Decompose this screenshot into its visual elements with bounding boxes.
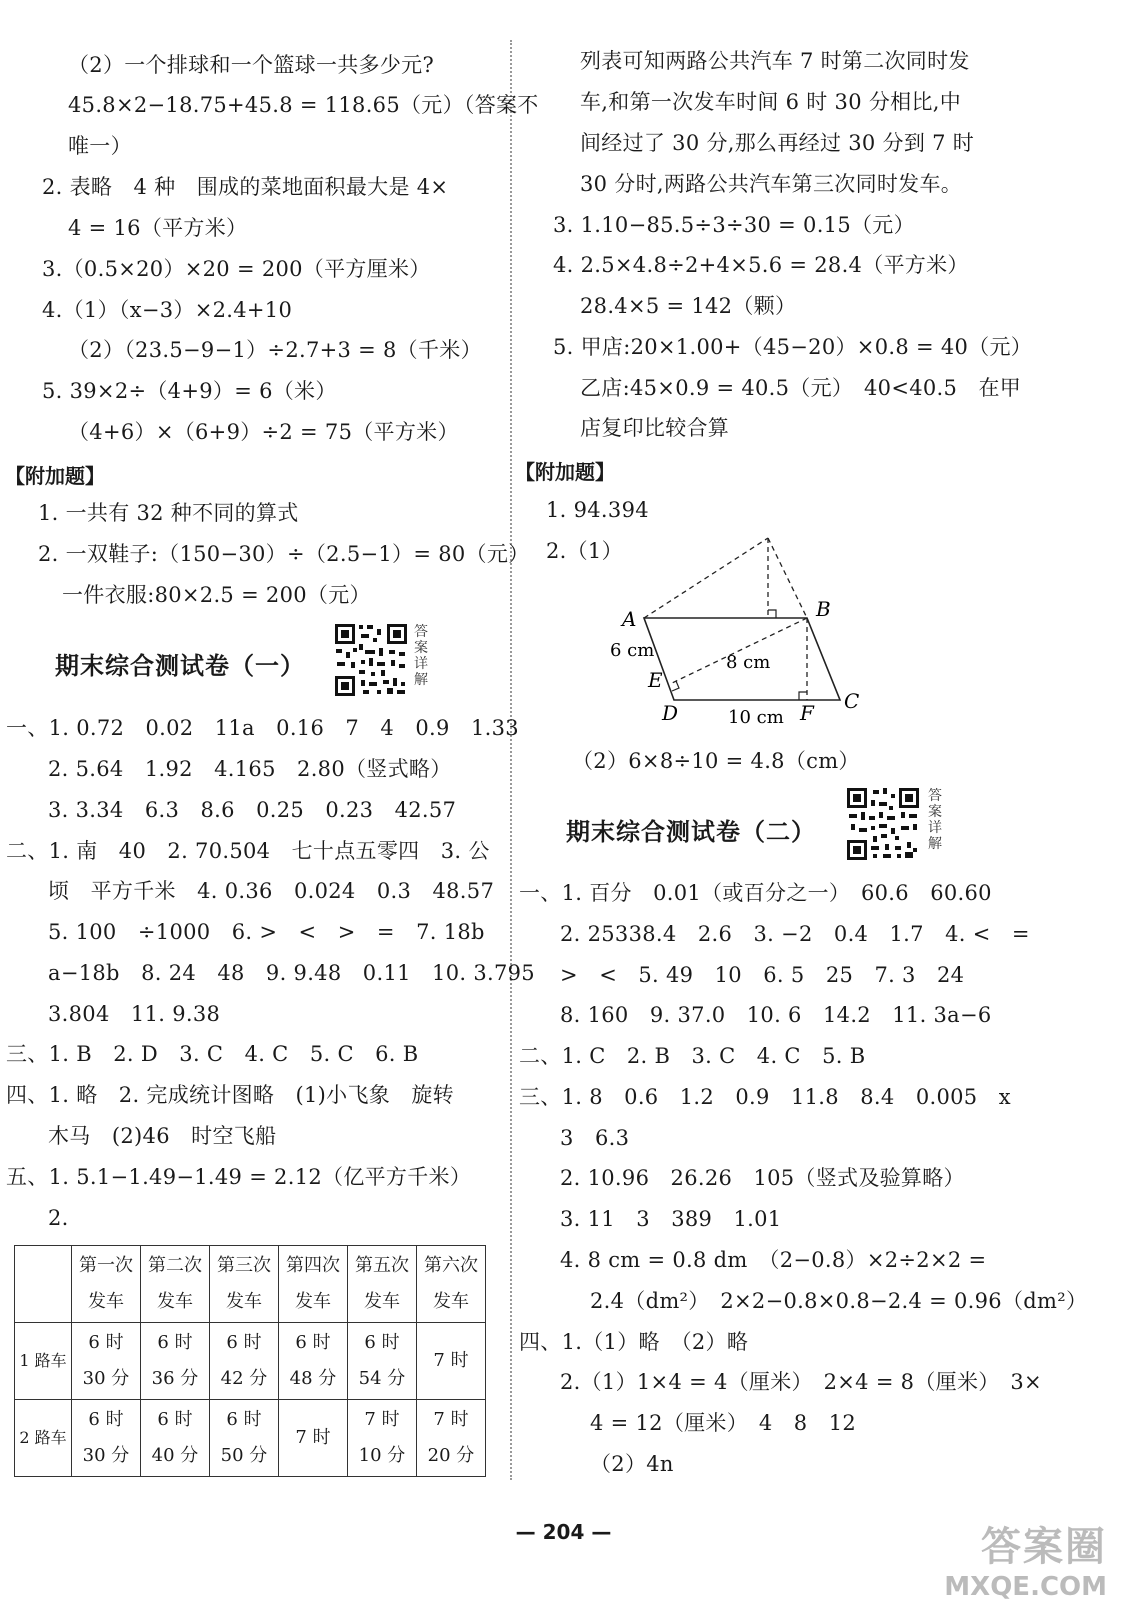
exam1-line-10: 四、1. 略 2. 完成统计图略 (1)小飞象 旋转 [6, 1083, 454, 1107]
exam1-line-6: 5. 100 ÷1000 6. > < > = 7. 18b [48, 920, 485, 944]
right-line-3: 间经过了 30 分,那么再经过 30 分到 7 时 [580, 131, 975, 155]
exam1-line-12: 五、1. 5.1−1.49−1.49 = 2.12（亿平方千米） [6, 1165, 472, 1189]
table-cell: 6 时 40 分 [141, 1400, 210, 1477]
left-line-9: 5. 39×2÷（4+9）= 6（米） [42, 379, 337, 403]
bus-schedule-table [14, 1245, 486, 1477]
right-line-2: 车,和第一次发车时间 6 时 30 分相比,中 [580, 90, 962, 114]
table-header-cell: 第三次 发车 [210, 1246, 279, 1323]
exam1-line-9: 三、1. B 2. D 3. C 4. C 5. C 6. B [6, 1042, 419, 1066]
exam2-line-3: > < 5. 49 10 6. 5 25 7. 3 24 [560, 963, 965, 987]
exam1-line-5: 顷 平方千米 4. 0.36 0.024 0.3 48.57 [48, 879, 495, 903]
dim-8cm: 8 cm [726, 652, 771, 673]
exam2-line-10: 4. 8 cm = 0.8 dm （2−0.8）×2÷2×2 = [560, 1248, 987, 1272]
exam2-line-11: 2.4（dm²） 2×2−0.8×0.8−2.4 = 0.96（dm²） [590, 1289, 1088, 1313]
watermark-logo: 答案圈 MXQE.COM [944, 1524, 1107, 1602]
column-divider [510, 40, 512, 1480]
table-cell: 6 时 50 分 [210, 1400, 279, 1477]
exam1-line-3: 3. 3.34 6.3 8.6 0.25 0.23 42.57 [48, 798, 457, 822]
left-fujia-line-2: 2. 一双鞋子:（150−30）÷（2.5−1）= 80（元） [38, 542, 530, 566]
table-row-label: 1 路车 [15, 1323, 72, 1400]
table-header-cell: 第四次 发车 [279, 1246, 348, 1323]
right-fujia-line-2: 2.（1） [546, 539, 623, 563]
exam2-line-15: （2）4n [590, 1452, 674, 1476]
table-row [15, 1323, 486, 1400]
right-line-10: 店复印比较合算 [580, 416, 730, 440]
exam1-line-11: 木马 (2)46 时空飞船 [48, 1124, 277, 1148]
table-header-cell: 第六次 发车 [417, 1246, 486, 1323]
page-number: — 204 — [515, 1520, 612, 1544]
table-cell: 7 时 [417, 1323, 486, 1400]
right-angle-mark-f [799, 692, 807, 700]
label-d: D [662, 701, 679, 725]
exam2-line-7: 3 6.3 [560, 1126, 630, 1150]
exam1-line-2: 2. 5.64 1.92 4.165 2.80（竖式略） [48, 757, 452, 781]
left-line-7: 4.（1）（x−3）×2.4+10 [42, 298, 293, 322]
table-cell: 6 时 30 分 [72, 1323, 141, 1400]
right-angle-mark-top [768, 610, 776, 618]
qr-code-icon [333, 622, 409, 698]
left-fujia-line-1: 1. 一共有 32 种不同的算式 [38, 501, 299, 525]
left-fujia-label: 【附加题】 [5, 464, 105, 488]
exam1-line-7: a−18b 8. 24 48 9. 9.48 0.11 10. 3.795 [48, 961, 535, 985]
right-line-7: 28.4×5 = 142（颗） [580, 294, 797, 318]
table-header-cell: 第二次 发车 [141, 1246, 210, 1323]
left-line-8: （2）（23.5−9−1）÷2.7+3 = 8（千米） [68, 338, 482, 362]
qr-code-icon [845, 786, 921, 862]
left-line-1: （2）一个排球和一个篮球一共多少元? [68, 53, 435, 77]
dashed-height-be [670, 618, 807, 684]
label-c: C [844, 689, 860, 713]
label-a: A [622, 607, 637, 631]
table-row-label: 2 路车 [15, 1400, 72, 1477]
dashed-line-top-b [768, 538, 807, 618]
qr-label-1: 答案详解 [414, 624, 428, 688]
exam2-line-9: 3. 11 3 389 1.01 [560, 1207, 782, 1231]
table-cell: 6 时 42 分 [210, 1323, 279, 1400]
exam1-line-8: 3.804 11. 9.38 [48, 1002, 221, 1026]
left-line-4: 2. 表略 4 种 围成的菜地面积最大是 4× [42, 175, 449, 199]
table-header-row [15, 1246, 486, 1323]
exam2-line-2: 2. 25338.4 2.6 3. −2 0.4 1.7 4. < = [560, 922, 1030, 946]
exam-title-1: 期末综合测试卷（一） [55, 652, 305, 680]
right-line-1: 列表可知两路公共汽车 7 时第二次同时发 [580, 49, 970, 73]
table-header-cell: 第一次 发车 [72, 1246, 141, 1323]
table-cell: 7 时 10 分 [348, 1400, 417, 1477]
right-fujia-label: 【附加题】 [515, 460, 615, 484]
left-fujia-line-3: 一件衣服:80×2.5 = 200（元） [62, 583, 371, 607]
right-line-9: 乙店:45×0.9 = 40.5（元） 40<40.5 在甲 [580, 376, 1022, 400]
exam2-line-8: 2. 10.96 26.26 105（竖式及验算略） [560, 1166, 965, 1190]
table-corner-cell [15, 1246, 72, 1323]
exam2-line-14: 4 = 12（厘米） 4 8 12 [590, 1411, 857, 1435]
table-cell: 6 时 30 分 [72, 1400, 141, 1477]
table-row [15, 1400, 486, 1477]
right-fujia-line-1: 1. 94.394 [546, 498, 649, 522]
table-cell: 7 时 20 分 [417, 1400, 486, 1477]
left-line-5: 4 = 16（平方米） [68, 216, 248, 240]
exam2-line-1: 一、1. 百分 0.01（或百分之一） 60.6 60.60 [519, 881, 992, 905]
left-line-3: 唯一） [68, 134, 132, 158]
table-cell: 6 时 36 分 [141, 1323, 210, 1400]
dim-10cm: 10 cm [728, 707, 784, 728]
label-b: B [816, 597, 831, 621]
right-line-8: 5. 甲店:20×1.00+（45−20）×0.8 = 40（元） [553, 335, 1033, 359]
table-cell: 6 时 54 分 [348, 1323, 417, 1400]
left-line-6: 3.（0.5×20）×20 = 200（平方厘米） [42, 257, 431, 281]
table-cell: 6 时 48 分 [279, 1323, 348, 1400]
dim-6cm: 6 cm [610, 640, 655, 661]
parallelogram-figure [600, 530, 870, 730]
left-line-2: 45.8×2−18.75+45.8 = 118.65（元）（答案不 [68, 93, 539, 117]
qr-label-2: 答案详解 [928, 788, 942, 852]
right-line-4: 30 分时,两路公共汽车第三次同时发车。 [580, 172, 963, 196]
exam2-line-5: 二、1. C 2. B 3. C 4. C 5. B [519, 1044, 866, 1068]
table-header-cell: 第五次 发车 [348, 1246, 417, 1323]
exam2-line-6: 三、1. 8 0.6 1.2 0.9 11.8 8.4 0.005 x [519, 1085, 1011, 1109]
left-line-10: （4+6）×（6+9）÷2 = 75（平方米） [68, 420, 459, 444]
right-line-6: 4. 2.5×4.8÷2+4×5.6 = 28.4（平方米） [553, 253, 969, 277]
exam-title-2: 期末综合测试卷（二） [566, 818, 816, 846]
exam2-line-4: 8. 160 9. 37.0 10. 6 14.2 11. 3a−6 [560, 1003, 992, 1027]
label-e: E [648, 668, 663, 692]
right-line-5: 3. 1.10−85.5÷3÷30 = 0.15（元） [553, 213, 915, 237]
table-cell: 7 时 [279, 1400, 348, 1477]
exam2-line-12: 四、1.（1）略 （2）略 [519, 1330, 749, 1354]
exam1-line-13: 2. [48, 1206, 69, 1230]
label-f: F [800, 701, 814, 725]
exam1-line-1: 一、1. 0.72 0.02 11a 0.16 7 4 0.9 1.33 [6, 716, 519, 740]
exam1-line-4: 二、1. 南 40 2. 70.504 七十点五零四 3. 公 [6, 839, 490, 863]
figure-answer: （2）6×8÷10 = 4.8（cm） [572, 749, 860, 773]
exam2-line-13: 2.（1）1×4 = 4（厘米） 2×4 = 8（厘米） 3× [560, 1370, 1042, 1394]
dashed-line-a-top [644, 538, 768, 618]
